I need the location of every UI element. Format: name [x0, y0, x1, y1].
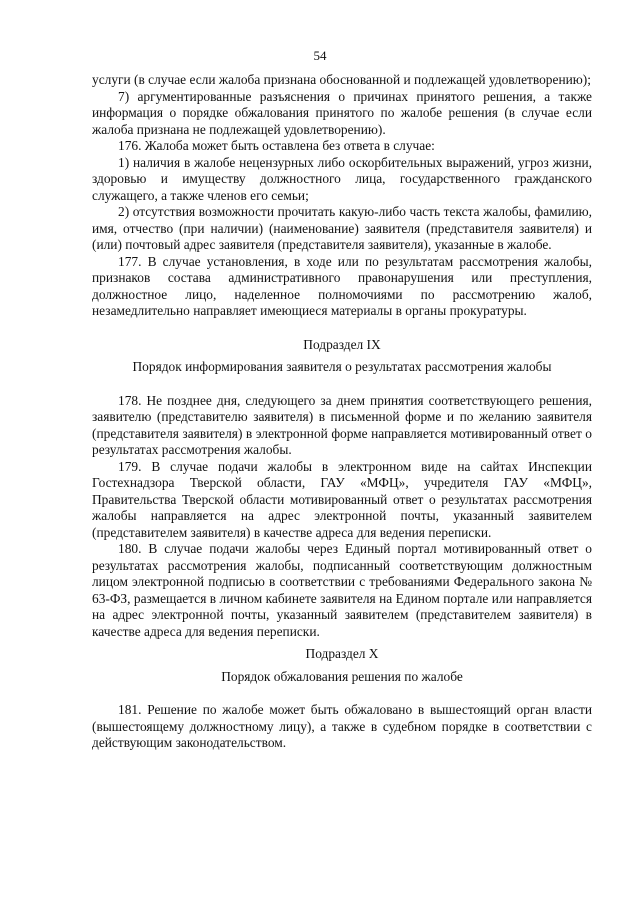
paragraph: 2) отсутствия возможности прочитать какую-либо часть текста жалобы, фамилию, имя, отчество (при наличии) (наименование) заявителя (представителя заявителя) и (или) почтовый адрес заявителя (представителя заявителя), указанные в жалобе. — [92, 204, 592, 252]
page-number: 54 — [313, 48, 327, 63]
section-title: Порядок информирования заявителя о результатах рассмотрения жалобы — [132, 359, 552, 374]
section-heading: Подраздел X — [305, 646, 379, 661]
paragraph: 1) наличия в жалобе нецензурных либо оскорбительных выражений, угроз жизни, здоровью и имуществу должностного лица, государственного гражданского служащего, а также членов его семьи; — [92, 154, 592, 203]
paragraph: 179. В случае подачи жалобы в электронном виде на сайтах Инспекции Гостехнадзора Тверской области, ГАУ «МФЦ», учредителя ГАУ «МФЦ», Правительства Тверской области мотивированный ответ о результатах рассмотрения жалобы направляется на адрес электронной почты, указанный заявителем (представителем заявителя) в качестве адреса для ведения переписки. — [92, 458, 592, 540]
paragraph: 181. Решение по жалобе может быть обжаловано в вышестоящий орган власти (вышестоящему должностному лицу), а также в судебном порядке в соответствии с действующим законодательством. — [92, 702, 592, 750]
section-heading: Подраздел IX — [303, 336, 381, 352]
paragraph: 7) аргументированные разъяснения о причинах принятого решения, а также информация о порядке обжалования принятого по жалобе решения (в случае если жалоба признана не подлежащей удовлетворению). — [92, 88, 592, 137]
paragraph: услуги (в случае если жалоба признана обоснованной и подлежащей удовлетворению); — [92, 72, 591, 87]
paragraph: 180. В случае подачи жалобы через Единый портал мотивированный ответ о результатах рассмотрения жалобы, подписанный соответствующим должностным лицом электронной подписью в соответствии с требованиями Федерального закона № 63-ФЗ, размещается в личном кабинете заявителя на Едином портале или направляется на адрес электронной почты, указанный заявителем (представителем заявителя) в качестве адреса для ведения переписки. — [92, 541, 592, 639]
paragraph: 177. В случае установления, в ходе или по результатам рассмотрения жалобы, признаков состава административного правонарушения или преступления, должностное лицо, наделенное полномочиями по рассмотрению жалоб, незамедлительно направляет имеющиеся материалы в органы прокуратуры. — [92, 253, 592, 318]
paragraph: 176. Жалоба может быть оставлена без ответа в случае: — [118, 138, 435, 153]
section-title: Порядок обжалования решения по жалобе — [221, 668, 463, 684]
paragraph: 178. Не позднее дня, следующего за днем принятия соответствующего решения, заявителю (представителю заявителя) в письменной форме и по желанию заявителя (представителя заявителя) в электронной форме направляется мотивированный ответ о результатах рассмотрения жалобы. — [92, 392, 592, 457]
document-body — [92, 72, 592, 752]
